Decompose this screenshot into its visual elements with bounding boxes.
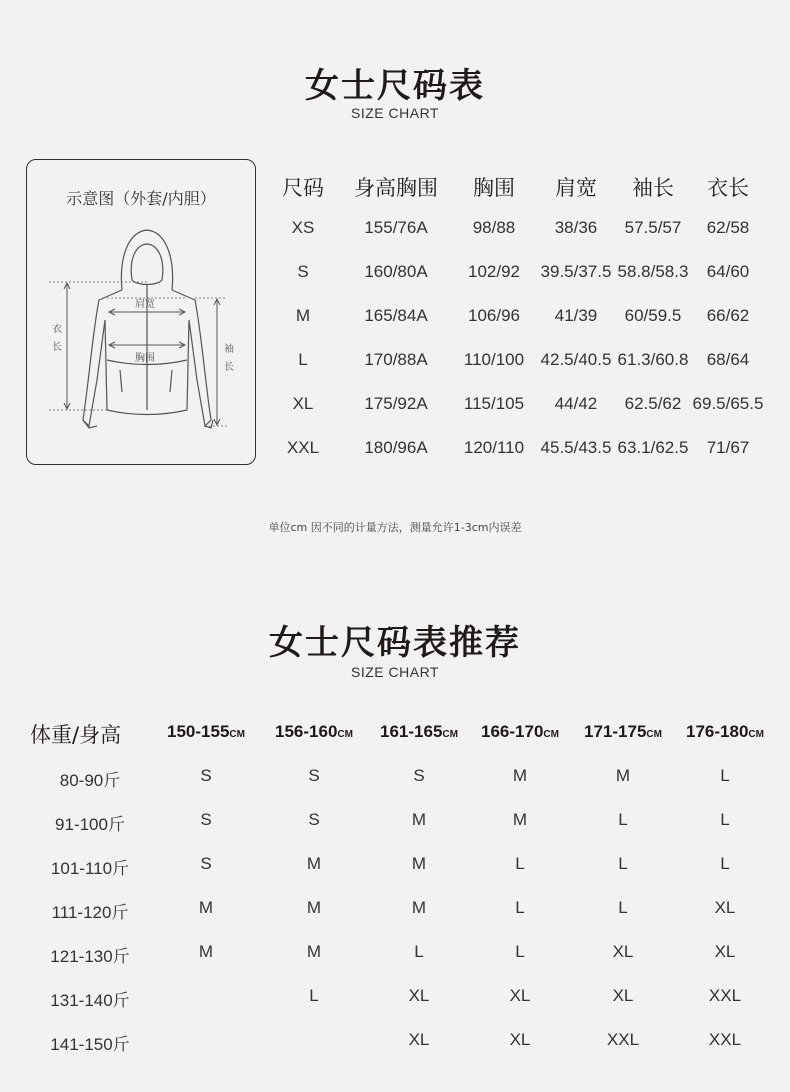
weight-height-header: 体重/身高	[30, 723, 122, 747]
recommended-size-cell: XL	[612, 986, 634, 1005]
recommended-size-cell: M	[306, 854, 322, 873]
sleeve-label-char-2: 长	[224, 362, 234, 373]
size-table-cell: 98/88	[472, 218, 516, 237]
recommended-size-cell: L	[515, 942, 525, 961]
recommended-size-cell: S	[308, 766, 320, 785]
size-table-cell: 160/80A	[364, 262, 428, 281]
recommended-size-cell: M	[411, 854, 427, 873]
recommended-size-cell: S	[200, 766, 212, 785]
recommended-size-cell: M	[198, 942, 214, 961]
recommended-size-cell: L	[414, 942, 424, 961]
size-table-cell: 71/67	[706, 438, 750, 457]
height-range-header: 171-175CM	[584, 722, 662, 741]
height-range-header: 150-155CM	[167, 722, 245, 741]
size-table-header: 身高胸围	[354, 176, 438, 200]
size-table-cell: S	[297, 262, 309, 281]
recommended-size-cell: XXL	[708, 986, 742, 1005]
size-table-cell: 57.5/57	[624, 218, 682, 237]
size-table-cell: 120/110	[463, 438, 525, 457]
recommendation-title: 女士尺码表推荐	[269, 623, 521, 663]
size-table-cell: 38/36	[554, 218, 598, 237]
size-chart-title: 女士尺码表	[305, 66, 485, 106]
size-table-cell: 155/76A	[364, 218, 428, 237]
weight-range-label: 80-90斤	[59, 771, 121, 790]
jacket-illustration	[27, 220, 257, 460]
chest-label: 胸围	[135, 353, 155, 364]
size-table-cell: XXL	[286, 438, 320, 457]
diagram-title: 示意图（外套/内胆）	[66, 189, 216, 208]
size-table-cell: 180/96A	[364, 438, 428, 457]
size-table-cell: 68/64	[706, 350, 750, 369]
recommended-size-cell: S	[200, 810, 212, 829]
size-table-cell: 165/84A	[364, 306, 428, 325]
weight-range-label: 91-100斤	[55, 815, 125, 834]
recommended-size-cell: L	[515, 898, 525, 917]
size-table-cell: 110/100	[463, 350, 525, 369]
weight-range-label: 121-130斤	[50, 947, 130, 966]
recommended-size-cell: L	[618, 810, 628, 829]
size-table-cell: 42.5/40.5	[540, 350, 612, 369]
size-table-cell: 64/60	[706, 262, 750, 281]
recommended-size-cell: M	[411, 898, 427, 917]
height-range-header: 176-180CM	[686, 722, 764, 741]
size-table-cell: XL	[292, 394, 314, 413]
recommended-size-cell: S	[200, 854, 212, 873]
recommended-size-cell: XL	[714, 898, 736, 917]
recommended-size-cell: L	[618, 854, 628, 873]
recommended-size-cell: M	[198, 898, 214, 917]
length-label-char-1: 衣	[52, 324, 62, 335]
recommended-size-cell: XXL	[606, 1030, 640, 1049]
size-table-cell: 58.8/58.3	[617, 262, 689, 281]
recommended-size-cell: L	[309, 986, 319, 1005]
recommended-size-cell: S	[308, 810, 320, 829]
shoulder-width-label: 肩宽	[135, 299, 155, 310]
size-table-header: 肩宽	[555, 176, 597, 200]
size-table-cell: 61.3/60.8	[617, 350, 689, 369]
size-table-cell: 60/59.5	[624, 306, 682, 325]
size-table-header: 衣长	[707, 176, 749, 200]
size-table-header: 胸围	[473, 176, 515, 200]
size-table-cell: 44/42	[554, 394, 598, 413]
recommended-size-cell: L	[720, 854, 730, 873]
weight-range-label: 111-120斤	[51, 903, 129, 922]
height-range-header: 166-170CM	[481, 722, 559, 741]
recommended-size-cell: XL	[714, 942, 736, 961]
recommended-size-cell: XL	[509, 986, 531, 1005]
recommended-size-cell: L	[720, 766, 730, 785]
size-table-cell: 62.5/62	[624, 394, 682, 413]
recommended-size-cell: XL	[408, 1030, 430, 1049]
recommended-size-cell: L	[720, 810, 730, 829]
size-table-cell: 106/96	[468, 306, 520, 325]
recommended-size-cell: M	[615, 766, 631, 785]
size-table-cell: 66/62	[706, 306, 750, 325]
size-table-header: 尺码	[282, 176, 324, 200]
size-table-cell: M	[295, 306, 311, 325]
size-table-cell: 45.5/43.5	[540, 438, 612, 457]
size-table-cell: 62/58	[706, 218, 750, 237]
length-label-char-2: 长	[52, 342, 62, 353]
size-table-cell: 39.5/37.5	[540, 262, 612, 281]
size-table-cell: 102/92	[468, 262, 520, 281]
size-table-cell: 69.5/65.5	[692, 394, 764, 413]
size-table-cell: XS	[291, 218, 315, 237]
size-table-cell: 170/88A	[364, 350, 428, 369]
recommended-size-cell: M	[512, 766, 528, 785]
weight-range-label: 131-140斤	[50, 991, 130, 1010]
size-table-cell: 41/39	[554, 306, 598, 325]
recommended-size-cell: M	[306, 942, 322, 961]
height-range-header: 161-165CM	[380, 722, 458, 741]
recommended-size-cell: S	[413, 766, 425, 785]
size-table-header: 袖长	[632, 176, 674, 200]
measurement-note: 单位cm 因不同的计量方法，测量允许1-3cm内误差	[268, 521, 522, 534]
recommended-size-cell: XL	[408, 986, 430, 1005]
weight-range-label: 141-150斤	[50, 1035, 130, 1054]
recommended-size-cell: M	[512, 810, 528, 829]
size-table-cell: L	[298, 350, 308, 369]
recommended-size-cell: XL	[612, 942, 634, 961]
size-table-cell: 175/92A	[364, 394, 428, 413]
size-table-cell: 63.1/62.5	[617, 438, 689, 457]
recommended-size-cell: M	[306, 898, 322, 917]
weight-range-label: 101-110斤	[50, 859, 130, 878]
size-chart-subtitle: SIZE CHART	[351, 105, 439, 121]
size-table-cell: 115/105	[463, 394, 525, 413]
recommended-size-cell: M	[411, 810, 427, 829]
jacket-diagram-box	[26, 159, 256, 465]
recommended-size-cell: L	[618, 898, 628, 917]
sleeve-label-char-1: 袖	[224, 344, 234, 355]
recommendation-subtitle: SIZE CHART	[351, 664, 439, 680]
recommended-size-cell: XXL	[708, 1030, 742, 1049]
height-range-header: 156-160CM	[275, 722, 353, 741]
recommended-size-cell: L	[515, 854, 525, 873]
recommended-size-cell: XL	[509, 1030, 531, 1049]
